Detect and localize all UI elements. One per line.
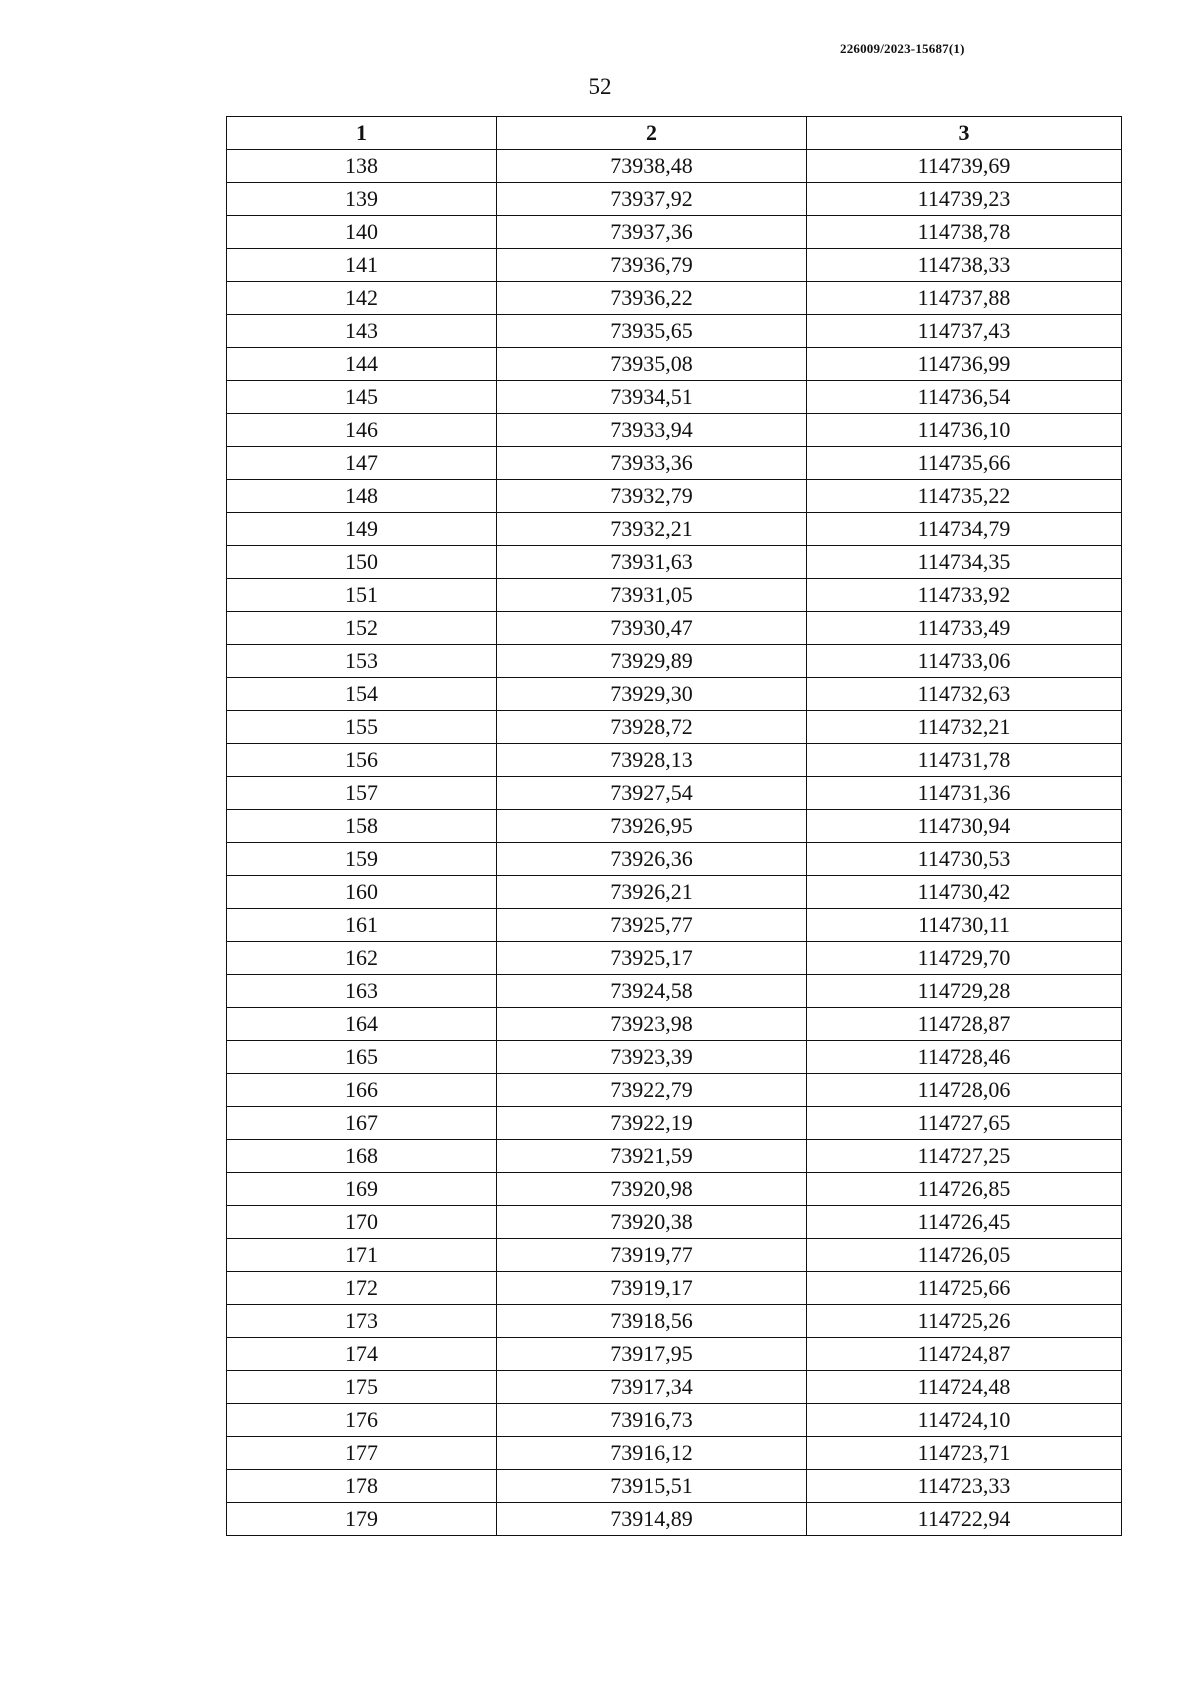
table-row bbox=[227, 777, 1122, 810]
point-number-cell: 145 bbox=[227, 381, 497, 414]
coordinate-y-cell: 114736,99 bbox=[807, 348, 1122, 381]
coordinate-x-cell: 73917,95 bbox=[497, 1338, 807, 1371]
page-number: 52 bbox=[588, 74, 612, 99]
table-row bbox=[227, 315, 1122, 348]
point-number-cell: 140 bbox=[227, 216, 497, 249]
point-number-cell: 148 bbox=[227, 480, 497, 513]
point-number-cell: 142 bbox=[227, 282, 497, 315]
coordinate-x-cell: 73922,19 bbox=[497, 1107, 807, 1140]
point-number-cell: 158 bbox=[227, 810, 497, 843]
table-row bbox=[227, 909, 1122, 942]
coordinate-y-cell: 114733,49 bbox=[807, 612, 1122, 645]
coordinate-y-cell: 114733,06 bbox=[807, 645, 1122, 678]
point-number-cell: 177 bbox=[227, 1437, 497, 1470]
point-number-cell: 156 bbox=[227, 744, 497, 777]
coordinate-x-cell: 73923,98 bbox=[497, 1008, 807, 1041]
point-number-cell: 164 bbox=[227, 1008, 497, 1041]
coordinate-x-cell: 73929,30 bbox=[497, 678, 807, 711]
coordinate-x-cell: 73931,63 bbox=[497, 546, 807, 579]
coordinate-y-cell: 114728,46 bbox=[807, 1041, 1122, 1074]
table-row bbox=[227, 1041, 1122, 1074]
table-row bbox=[227, 1239, 1122, 1272]
table-row bbox=[227, 579, 1122, 612]
point-number-cell: 147 bbox=[227, 447, 497, 480]
point-number-cell: 151 bbox=[227, 579, 497, 612]
column-header: 2 bbox=[497, 117, 807, 150]
point-number-cell: 146 bbox=[227, 414, 497, 447]
coordinate-y-cell: 114734,35 bbox=[807, 546, 1122, 579]
table-row bbox=[227, 1305, 1122, 1338]
coordinate-y-cell: 114737,88 bbox=[807, 282, 1122, 315]
coordinate-y-cell: 114730,42 bbox=[807, 876, 1122, 909]
coordinate-y-cell: 114723,71 bbox=[807, 1437, 1122, 1470]
coordinate-x-cell: 73916,12 bbox=[497, 1437, 807, 1470]
table-row bbox=[227, 1503, 1122, 1536]
coordinate-y-cell: 114724,10 bbox=[807, 1404, 1122, 1437]
coordinate-y-cell: 114729,70 bbox=[807, 942, 1122, 975]
coordinate-y-cell: 114736,10 bbox=[807, 414, 1122, 447]
coordinate-y-cell: 114727,25 bbox=[807, 1140, 1122, 1173]
table-row bbox=[227, 183, 1122, 216]
coordinate-y-cell: 114735,22 bbox=[807, 480, 1122, 513]
coordinate-y-cell: 114725,26 bbox=[807, 1305, 1122, 1338]
point-number-cell: 166 bbox=[227, 1074, 497, 1107]
coordinate-y-cell: 114725,66 bbox=[807, 1272, 1122, 1305]
coordinate-x-cell: 73933,36 bbox=[497, 447, 807, 480]
table-row bbox=[227, 843, 1122, 876]
coordinate-x-cell: 73935,65 bbox=[497, 315, 807, 348]
coordinate-y-cell: 114737,43 bbox=[807, 315, 1122, 348]
coordinate-y-cell: 114731,78 bbox=[807, 744, 1122, 777]
coordinate-x-cell: 73929,89 bbox=[497, 645, 807, 678]
table-row bbox=[227, 645, 1122, 678]
coordinate-x-cell: 73925,17 bbox=[497, 942, 807, 975]
coordinate-x-cell: 73936,79 bbox=[497, 249, 807, 282]
table-row bbox=[227, 1008, 1122, 1041]
point-number-cell: 143 bbox=[227, 315, 497, 348]
document-reference: 226009/2023-15687(1) bbox=[840, 41, 965, 56]
point-number-cell: 167 bbox=[227, 1107, 497, 1140]
point-number-cell: 141 bbox=[227, 249, 497, 282]
coordinate-y-cell: 114722,94 bbox=[807, 1503, 1122, 1536]
coordinate-y-cell: 114726,05 bbox=[807, 1239, 1122, 1272]
point-number-cell: 161 bbox=[227, 909, 497, 942]
coordinate-x-cell: 73926,36 bbox=[497, 843, 807, 876]
coordinate-x-cell: 73925,77 bbox=[497, 909, 807, 942]
table-row bbox=[227, 282, 1122, 315]
coordinate-x-cell: 73930,47 bbox=[497, 612, 807, 645]
point-number-cell: 152 bbox=[227, 612, 497, 645]
coordinate-y-cell: 114739,69 bbox=[807, 150, 1122, 183]
coordinate-x-cell: 73928,72 bbox=[497, 711, 807, 744]
coordinate-y-cell: 114735,66 bbox=[807, 447, 1122, 480]
point-number-cell: 165 bbox=[227, 1041, 497, 1074]
coordinate-y-cell: 114724,87 bbox=[807, 1338, 1122, 1371]
point-number-cell: 174 bbox=[227, 1338, 497, 1371]
coordinate-x-cell: 73938,48 bbox=[497, 150, 807, 183]
point-number-cell: 168 bbox=[227, 1140, 497, 1173]
point-number-cell: 169 bbox=[227, 1173, 497, 1206]
coordinate-x-cell: 73937,36 bbox=[497, 216, 807, 249]
table-row bbox=[227, 942, 1122, 975]
point-number-cell: 155 bbox=[227, 711, 497, 744]
table-row bbox=[227, 1206, 1122, 1239]
coordinate-y-cell: 114730,94 bbox=[807, 810, 1122, 843]
column-header: 1 bbox=[227, 117, 497, 150]
coordinate-x-cell: 73928,13 bbox=[497, 744, 807, 777]
point-number-cell: 154 bbox=[227, 678, 497, 711]
table-header-row bbox=[227, 117, 1122, 150]
coordinate-x-cell: 73936,22 bbox=[497, 282, 807, 315]
coordinate-y-cell: 114732,21 bbox=[807, 711, 1122, 744]
coordinate-y-cell: 114733,92 bbox=[807, 579, 1122, 612]
column-header: 3 bbox=[807, 117, 1122, 150]
point-number-cell: 176 bbox=[227, 1404, 497, 1437]
table-row bbox=[227, 612, 1122, 645]
table-row bbox=[227, 480, 1122, 513]
table-row bbox=[227, 1437, 1122, 1470]
coordinate-y-cell: 114724,48 bbox=[807, 1371, 1122, 1404]
coordinate-y-cell: 114730,11 bbox=[807, 909, 1122, 942]
table-row bbox=[227, 150, 1122, 183]
point-number-cell: 170 bbox=[227, 1206, 497, 1239]
table-row bbox=[227, 975, 1122, 1008]
coordinate-y-cell: 114728,06 bbox=[807, 1074, 1122, 1107]
table-row bbox=[227, 1371, 1122, 1404]
table-row bbox=[227, 1470, 1122, 1503]
coordinate-x-cell: 73926,21 bbox=[497, 876, 807, 909]
point-number-cell: 178 bbox=[227, 1470, 497, 1503]
coordinate-x-cell: 73920,38 bbox=[497, 1206, 807, 1239]
coordinate-y-cell: 114730,53 bbox=[807, 843, 1122, 876]
coordinate-x-cell: 73932,79 bbox=[497, 480, 807, 513]
coordinate-x-cell: 73924,58 bbox=[497, 975, 807, 1008]
table-row bbox=[227, 678, 1122, 711]
table-row bbox=[227, 348, 1122, 381]
coordinate-y-cell: 114728,87 bbox=[807, 1008, 1122, 1041]
coordinate-x-cell: 73932,21 bbox=[497, 513, 807, 546]
coordinate-y-cell: 114734,79 bbox=[807, 513, 1122, 546]
coordinate-x-cell: 73923,39 bbox=[497, 1041, 807, 1074]
coordinate-x-cell: 73919,17 bbox=[497, 1272, 807, 1305]
table-row bbox=[227, 414, 1122, 447]
point-number-cell: 179 bbox=[227, 1503, 497, 1536]
table-row bbox=[227, 513, 1122, 546]
coordinate-x-cell: 73918,56 bbox=[497, 1305, 807, 1338]
point-number-cell: 149 bbox=[227, 513, 497, 546]
point-number-cell: 163 bbox=[227, 975, 497, 1008]
table-row bbox=[227, 381, 1122, 414]
table-row bbox=[227, 1140, 1122, 1173]
coordinate-x-cell: 73919,77 bbox=[497, 1239, 807, 1272]
coordinate-x-cell: 73937,92 bbox=[497, 183, 807, 216]
point-number-cell: 157 bbox=[227, 777, 497, 810]
coordinate-x-cell: 73914,89 bbox=[497, 1503, 807, 1536]
point-number-cell: 160 bbox=[227, 876, 497, 909]
coordinate-y-cell: 114738,33 bbox=[807, 249, 1122, 282]
point-number-cell: 153 bbox=[227, 645, 497, 678]
coordinate-x-cell: 73916,73 bbox=[497, 1404, 807, 1437]
coordinate-x-cell: 73921,59 bbox=[497, 1140, 807, 1173]
point-number-cell: 172 bbox=[227, 1272, 497, 1305]
table-row bbox=[227, 876, 1122, 909]
coordinate-x-cell: 73926,95 bbox=[497, 810, 807, 843]
coordinate-y-cell: 114738,78 bbox=[807, 216, 1122, 249]
table-row bbox=[227, 249, 1122, 282]
point-number-cell: 139 bbox=[227, 183, 497, 216]
point-number-cell: 138 bbox=[227, 150, 497, 183]
coordinate-x-cell: 73933,94 bbox=[497, 414, 807, 447]
table-row bbox=[227, 1173, 1122, 1206]
coordinate-y-cell: 114723,33 bbox=[807, 1470, 1122, 1503]
point-number-cell: 171 bbox=[227, 1239, 497, 1272]
table-row bbox=[227, 711, 1122, 744]
table-body bbox=[227, 150, 1122, 1536]
point-number-cell: 175 bbox=[227, 1371, 497, 1404]
coordinate-x-cell: 73917,34 bbox=[497, 1371, 807, 1404]
coordinate-x-cell: 73927,54 bbox=[497, 777, 807, 810]
table-row bbox=[227, 1338, 1122, 1371]
table-row bbox=[227, 810, 1122, 843]
point-number-cell: 159 bbox=[227, 843, 497, 876]
coordinate-x-cell: 73920,98 bbox=[497, 1173, 807, 1206]
table-row bbox=[227, 1107, 1122, 1140]
table-row bbox=[227, 1272, 1122, 1305]
coordinate-x-cell: 73915,51 bbox=[497, 1470, 807, 1503]
point-number-cell: 150 bbox=[227, 546, 497, 579]
coordinate-y-cell: 114729,28 bbox=[807, 975, 1122, 1008]
table-row bbox=[227, 546, 1122, 579]
point-number-cell: 144 bbox=[227, 348, 497, 381]
coordinate-x-cell: 73934,51 bbox=[497, 381, 807, 414]
coordinate-x-cell: 73935,08 bbox=[497, 348, 807, 381]
coordinate-y-cell: 114726,45 bbox=[807, 1206, 1122, 1239]
coordinate-y-cell: 114732,63 bbox=[807, 678, 1122, 711]
table-row bbox=[227, 216, 1122, 249]
table-row bbox=[227, 1404, 1122, 1437]
coordinate-x-cell: 73922,79 bbox=[497, 1074, 807, 1107]
table-row bbox=[227, 447, 1122, 480]
coordinate-y-cell: 114726,85 bbox=[807, 1173, 1122, 1206]
coordinate-x-cell: 73931,05 bbox=[497, 579, 807, 612]
coordinate-y-cell: 114731,36 bbox=[807, 777, 1122, 810]
point-number-cell: 162 bbox=[227, 942, 497, 975]
coordinate-y-cell: 114736,54 bbox=[807, 381, 1122, 414]
point-number-cell: 173 bbox=[227, 1305, 497, 1338]
coordinates-table bbox=[226, 116, 1122, 1536]
table-row bbox=[227, 1074, 1122, 1107]
coordinate-y-cell: 114727,65 bbox=[807, 1107, 1122, 1140]
coordinate-y-cell: 114739,23 bbox=[807, 183, 1122, 216]
table-row bbox=[227, 744, 1122, 777]
